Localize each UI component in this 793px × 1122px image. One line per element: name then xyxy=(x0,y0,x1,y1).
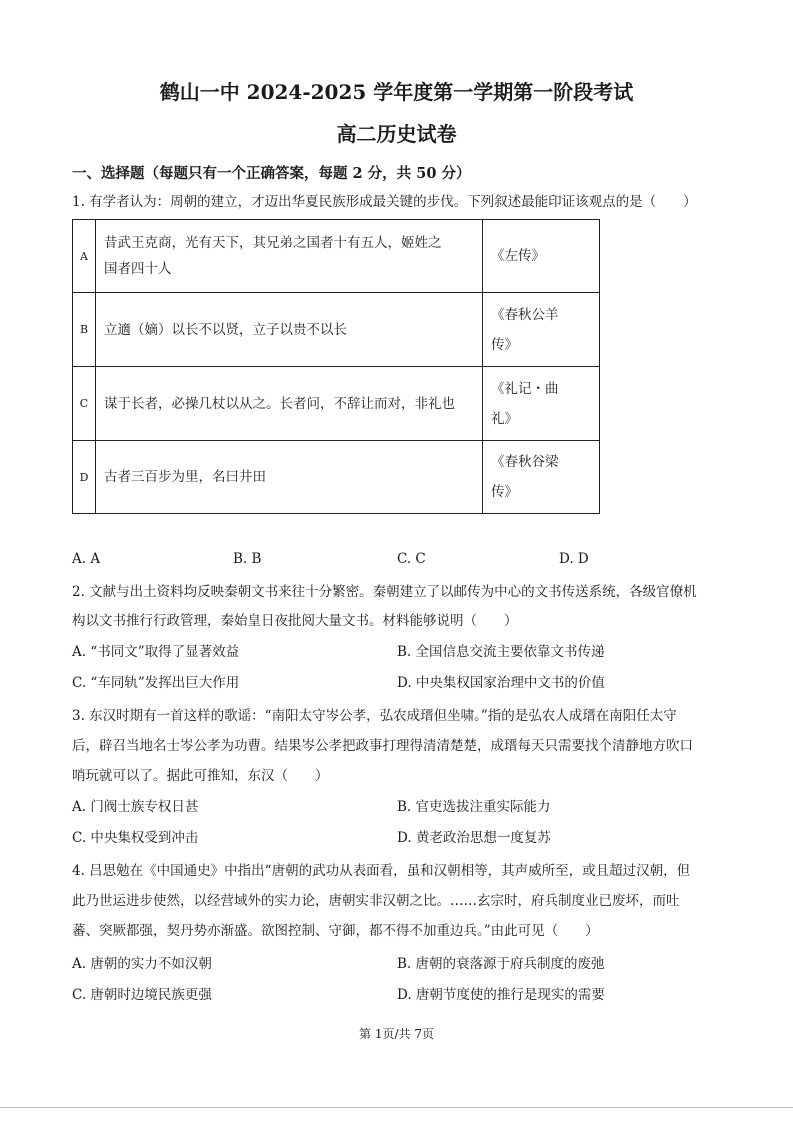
q2-option-b[interactable]: B. 全国信息交流主要依靠文书传递 xyxy=(397,644,605,660)
row-quote: 古者三百步为里，名曰井田 xyxy=(96,441,483,514)
q4-option-c[interactable]: C. 唐朝时边境民族更强 xyxy=(72,987,212,1003)
q2-stem-line: 构以文书推行行政管理，秦始皇日夜批阅大量文书。材料能够说明（ ） xyxy=(72,613,518,629)
row-source: 《左传》 xyxy=(483,220,600,293)
q2-option-d[interactable]: D. 中央集权国家治理中文书的价值 xyxy=(397,675,605,691)
exam-title: 鹤山一中 2024-2025 学年度第一学期第一阶段考试 xyxy=(159,80,634,104)
q3-option-a[interactable]: A. 门阀士族专权日甚 xyxy=(72,799,199,815)
row-source: 《春秋公羊 传》 xyxy=(483,293,600,367)
q4-option-b[interactable]: B. 唐朝的衰落源于府兵制度的废弛 xyxy=(397,956,605,972)
q1-option-a[interactable]: A. A xyxy=(72,551,101,567)
q4-stem-line: 蕃、突厥都强，契丹势亦渐盛。欲图控制、守御，都不得不加重边兵。”由此可见（ ） xyxy=(72,923,599,939)
q3-stem-line: 哨玩就可以了。据此可推知，东汉（ ） xyxy=(72,768,329,784)
table-row xyxy=(73,220,600,293)
exam-subtitle: 高二历史试卷 xyxy=(336,122,457,146)
q4-option-d[interactable]: D. 唐朝节度使的推行是现实的需要 xyxy=(397,987,605,1003)
section-heading: 一、选择题（每题只有一个正确答案，每题 2 分，共 50 分） xyxy=(72,165,471,182)
q1-stem: 1. 有学者认为：周朝的建立，才迈出华夏民族形成最关键的步伐。下列叙述最能印证该观点的是（ ） xyxy=(72,194,697,210)
q3-option-b[interactable]: B. 官吏选拔注重实际能力 xyxy=(397,799,551,815)
bottom-divider xyxy=(0,1107,793,1108)
row-letter: A xyxy=(73,220,96,293)
q1-source-table xyxy=(72,219,600,514)
q3-stem-line: 3. 东汉时期有一首这样的歌谣：“南阳太守岑公孝，弘农成瑨但坐啸。”指的是弘农人成瑨在南阳任太守 xyxy=(72,708,677,724)
q1-option-d[interactable]: D. D xyxy=(559,551,589,567)
row-letter: C xyxy=(73,367,96,441)
q4-stem-line: 此乃世运进步使然，以经营域外的实力论，唐朝实非汉朝之比。……玄宗时，府兵制度业已废坏，而吐 xyxy=(72,893,680,909)
row-quote: 立適（嫡）以长不以贤，立子以贵不以长 xyxy=(96,293,483,367)
table-row xyxy=(73,293,600,367)
q1-option-c[interactable]: C. C xyxy=(397,551,426,567)
q2-stem-line: 2. 文献与出土资料均反映秦朝文书来往十分繁密。秦朝建立了以邮传为中心的文书传送系统，各级官僚机 xyxy=(72,584,697,600)
q2-option-a[interactable]: A. “书同文”取得了显著效益 xyxy=(72,644,240,660)
page-number: 第 1页/共 7页 xyxy=(359,1027,434,1041)
q1-option-b[interactable]: B. B xyxy=(233,551,262,567)
q3-option-d[interactable]: D. 黄老政治思想一度复苏 xyxy=(397,830,551,846)
row-letter: B xyxy=(73,293,96,367)
row-source: 《春秋谷梁 传》 xyxy=(483,441,600,514)
table-row xyxy=(73,441,600,514)
q4-option-a[interactable]: A. 唐朝的实力不如汉朝 xyxy=(72,956,212,972)
table-row xyxy=(73,367,600,441)
q3-stem-line: 后，辟召当地名士岑公孝为功曹。结果岑公孝把政事打理得清清楚楚，成瑨每天只需要找个清静地方吹口 xyxy=(72,738,693,754)
row-quote: 谋于长者，必操几杖以从之。长者问，不辞让而对，非礼也 xyxy=(96,367,483,441)
q2-option-c[interactable]: C. “车同轨”发挥出巨大作用 xyxy=(72,675,240,691)
q3-option-c[interactable]: C. 中央集权受到冲击 xyxy=(72,830,199,846)
row-letter: D xyxy=(73,441,96,514)
row-quote: 昔武王克商，光有天下，其兄弟之国者十有五人，姬姓之 国者四十人 xyxy=(96,220,483,293)
row-source: 《礼记・曲 礼》 xyxy=(483,367,600,441)
q4-stem-line: 4. 吕思勉在《中国通史》中指出“唐朝的武功从表面看，虽和汉朝相等，其声威所至，或且超过汉朝，但 xyxy=(72,863,691,879)
